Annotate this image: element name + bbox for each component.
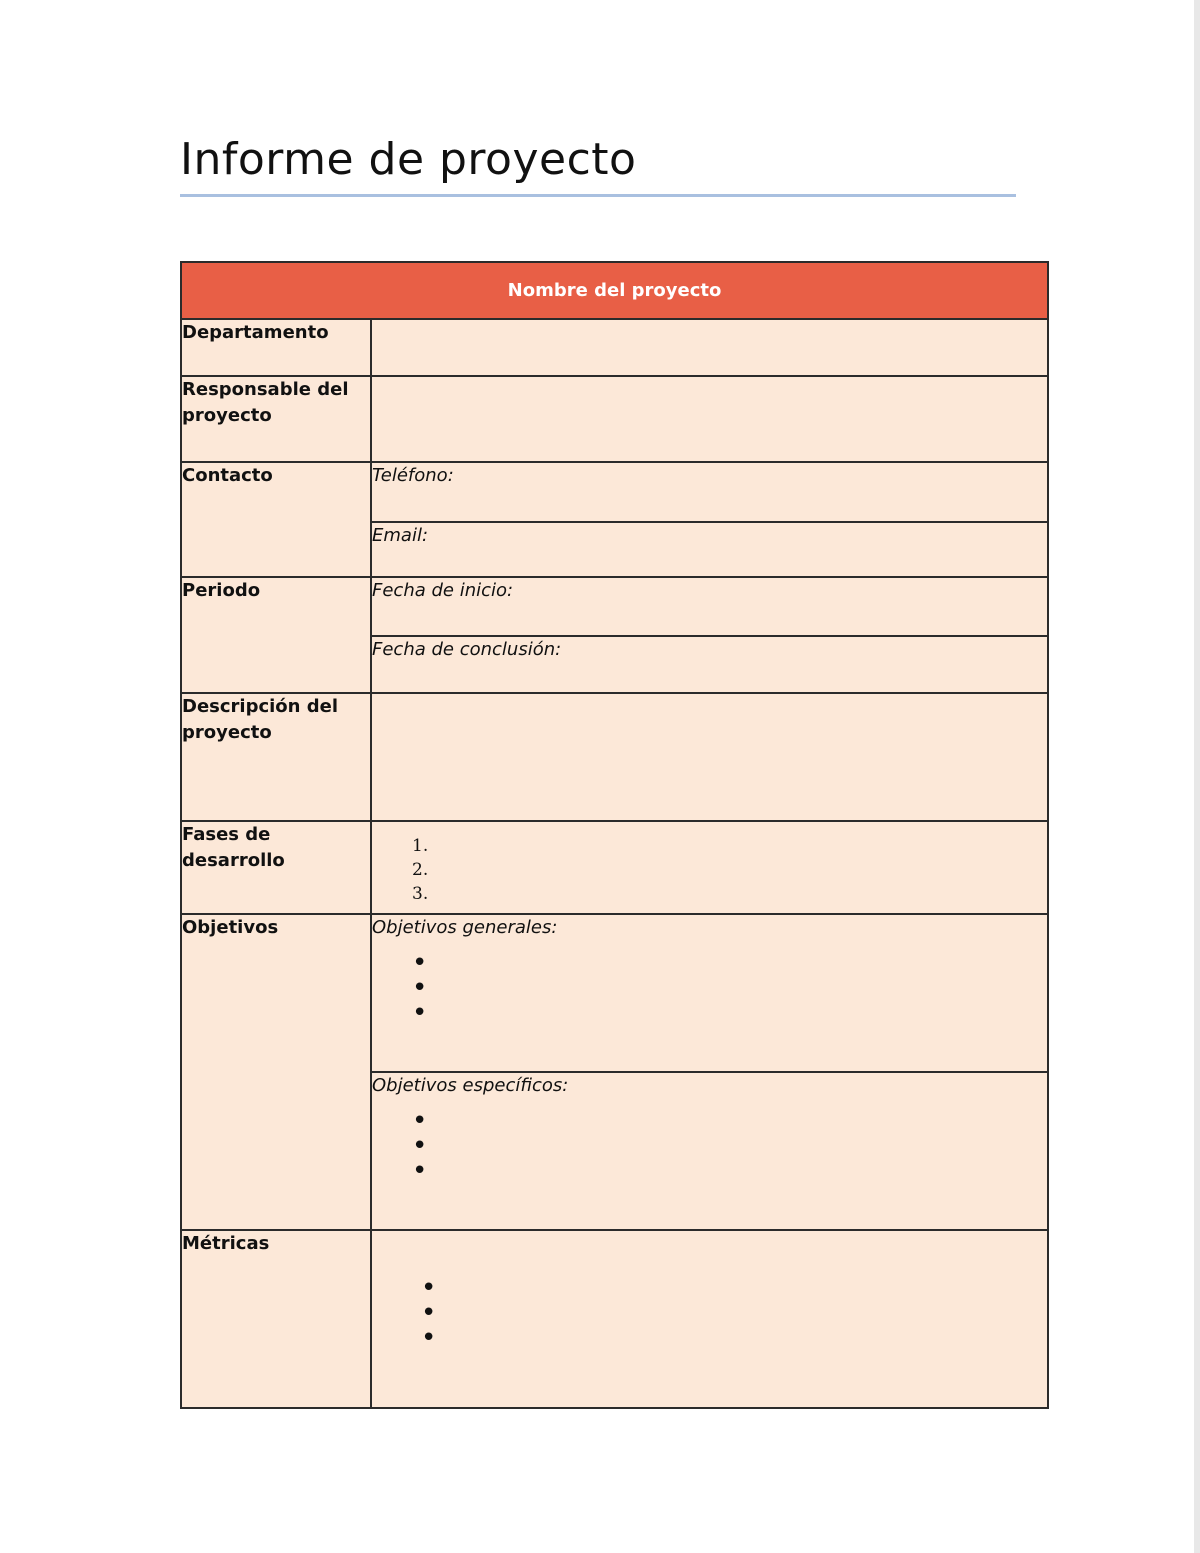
row-metricas: [181, 1230, 1048, 1408]
field-fecha-conclusion[interactable]: Fecha de conclusión:: [371, 636, 1048, 693]
label-contacto: Contacto: [181, 462, 371, 577]
label-fases: Fases de desarrollo: [181, 821, 371, 914]
bullet-item: [412, 1159, 1047, 1184]
bullet-item: [412, 1134, 1047, 1159]
field-responsable[interactable]: [371, 376, 1048, 462]
row-contacto-telefono: [181, 462, 1048, 522]
label-objetivos: Objetivos: [181, 914, 371, 1230]
row-responsable: [181, 376, 1048, 462]
objetivos-generales-list: [372, 951, 1047, 1026]
phases-list: [372, 822, 1047, 906]
row-periodo-inicio: [181, 577, 1048, 636]
table-header-row: [181, 262, 1048, 319]
field-fases[interactable]: [371, 821, 1048, 914]
bullet-item: [421, 1301, 1047, 1326]
field-objetivos-generales[interactable]: [371, 914, 1048, 1072]
project-report-table: [180, 261, 1049, 1409]
row-objetivos-generales: [181, 914, 1048, 1072]
phase-item: 3.: [412, 884, 429, 904]
field-objetivos-especificos[interactable]: [371, 1072, 1048, 1230]
label-periodo: Periodo: [181, 577, 371, 693]
row-fases: [181, 821, 1048, 914]
objetivos-generales-label: Objetivos generales:: [372, 917, 558, 938]
phase-item: 1.: [412, 836, 429, 856]
field-telefono[interactable]: Teléfono:: [371, 462, 1048, 522]
row-descripcion: [181, 693, 1048, 821]
metricas-list: [372, 1276, 1047, 1351]
label-departamento: Departamento: [181, 319, 371, 376]
label-descripcion: Descripción del proyecto: [181, 693, 371, 821]
objetivos-especificos-list: [372, 1109, 1047, 1184]
page-title: Informe de proyecto: [180, 134, 637, 185]
row-departamento: [181, 319, 1048, 376]
project-name-header[interactable]: Nombre del proyecto: [181, 262, 1048, 319]
field-email[interactable]: Email:: [371, 522, 1048, 577]
title-underline: [180, 194, 1016, 197]
objetivos-especificos-label: Objetivos específicos:: [372, 1075, 569, 1096]
bullet-item: [421, 1276, 1047, 1301]
field-departamento[interactable]: [371, 319, 1048, 376]
field-fecha-inicio[interactable]: Fecha de inicio:: [371, 577, 1048, 636]
label-responsable: Responsable del proyecto: [181, 376, 371, 462]
bullet-item: [412, 1109, 1047, 1134]
phase-item: 2.: [412, 860, 429, 880]
bullet-item: [421, 1326, 1047, 1351]
bullet-item: [412, 951, 1047, 976]
bullet-item: [412, 976, 1047, 1001]
field-metricas[interactable]: [371, 1230, 1048, 1408]
label-metricas: Métricas: [181, 1230, 371, 1408]
bullet-item: [412, 1001, 1047, 1026]
field-descripcion[interactable]: [371, 693, 1048, 821]
scrollbar-track[interactable]: [1194, 0, 1200, 1553]
